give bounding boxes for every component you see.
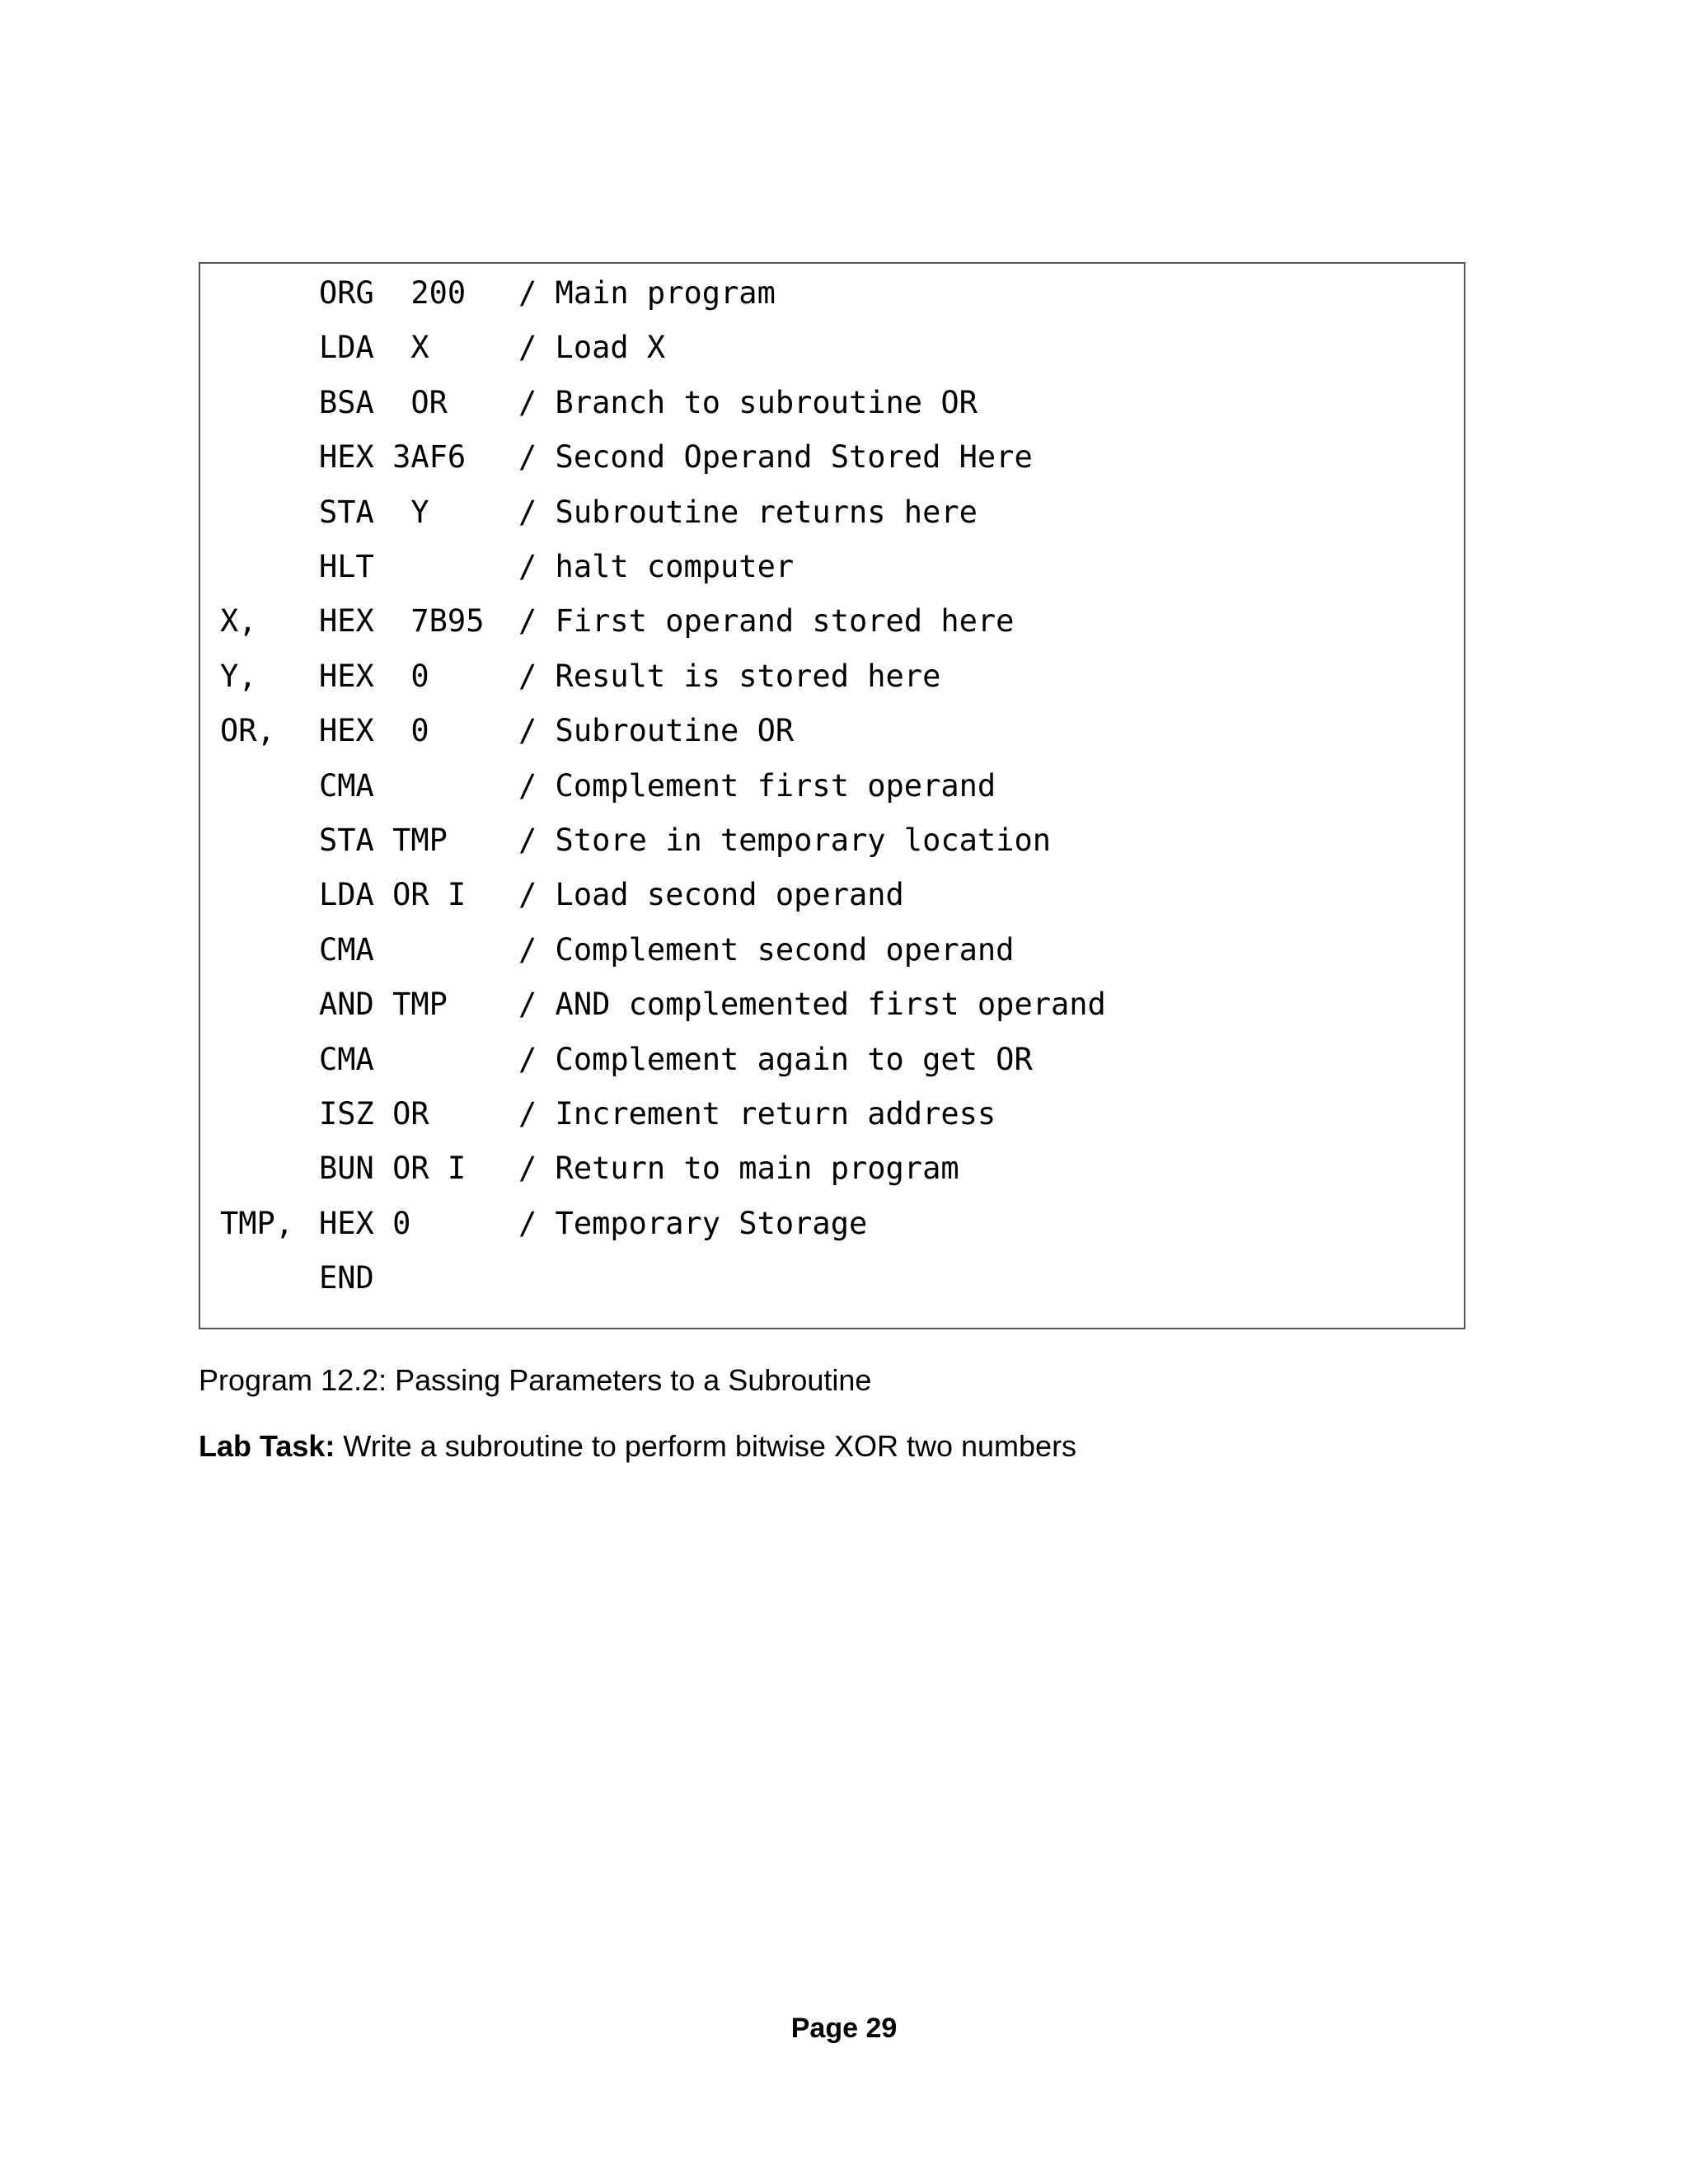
code-comment: / Return to main program [518,1151,959,1187]
code-comment: / Load X [518,330,666,366]
code-label: Y, [220,658,257,694]
code-instruction: LDA X [319,330,429,366]
code-comment: / halt computer [518,549,795,584]
code-instruction: HEX 0 [319,1205,411,1241]
code-comment: / Load second operand [518,877,904,913]
code-comment: / Second Operand Stored Here [518,439,1033,476]
code-comment: / Temporary Storage [518,1205,868,1241]
code-comment: / First operand stored here [518,603,1015,640]
code-instruction: LDA OR I [319,877,467,913]
code-comment: / Branch to subroutine OR [518,384,978,420]
code-label: OR, [220,713,275,749]
code-instruction: STA Y [319,494,429,530]
code-comment: / Complement second operand [518,931,1015,968]
code-comment: / Complement first operand [518,767,996,804]
code-instruction: ISZ OR [319,1096,429,1132]
code-comment: / Main program [518,275,776,311]
lab-task-label: Lab Task: [199,1429,335,1463]
code-comment: / AND complemented first operand [518,987,1106,1023]
code-instruction: CMA [319,931,374,968]
code-listing-box [199,262,1465,1329]
code-label: X, [220,603,257,640]
code-comment: / Subroutine returns here [518,494,978,530]
code-instruction: BSA OR [319,384,448,420]
code-comment: / Subroutine OR [518,713,795,749]
page-number: Page 29 [790,2013,898,2044]
code-instruction: HEX 0 [319,658,429,694]
lab-task-text: Write a subroutine to perform bitwise XOR two numbers [335,1429,1077,1463]
code-instruction: END [319,1260,374,1296]
code-instruction: HEX 3AF6 [319,439,467,476]
code-instruction: BUN OR I [319,1151,467,1187]
lab-task-paragraph [199,1426,1076,1467]
code-instruction: AND TMP [319,987,448,1023]
code-label: TMP, [220,1205,294,1241]
code-instruction: CMA [319,767,374,804]
code-instruction: ORG 200 [319,275,467,311]
code-instruction: HEX 0 [319,713,429,749]
code-instruction: HEX 7B95 [319,603,485,640]
code-comment: / Result is stored here [518,658,941,694]
code-comment: / Store in temporary location [518,823,1052,858]
code-instruction: CMA [319,1041,374,1077]
code-comment: / Complement again to get OR [518,1041,1033,1077]
code-instruction: HLT [319,549,374,584]
program-caption: Program 12.2: Passing Parameters to a Subroutine [199,1363,872,1397]
code-instruction: STA TMP [319,823,448,858]
code-comment: / Increment return address [518,1096,996,1132]
